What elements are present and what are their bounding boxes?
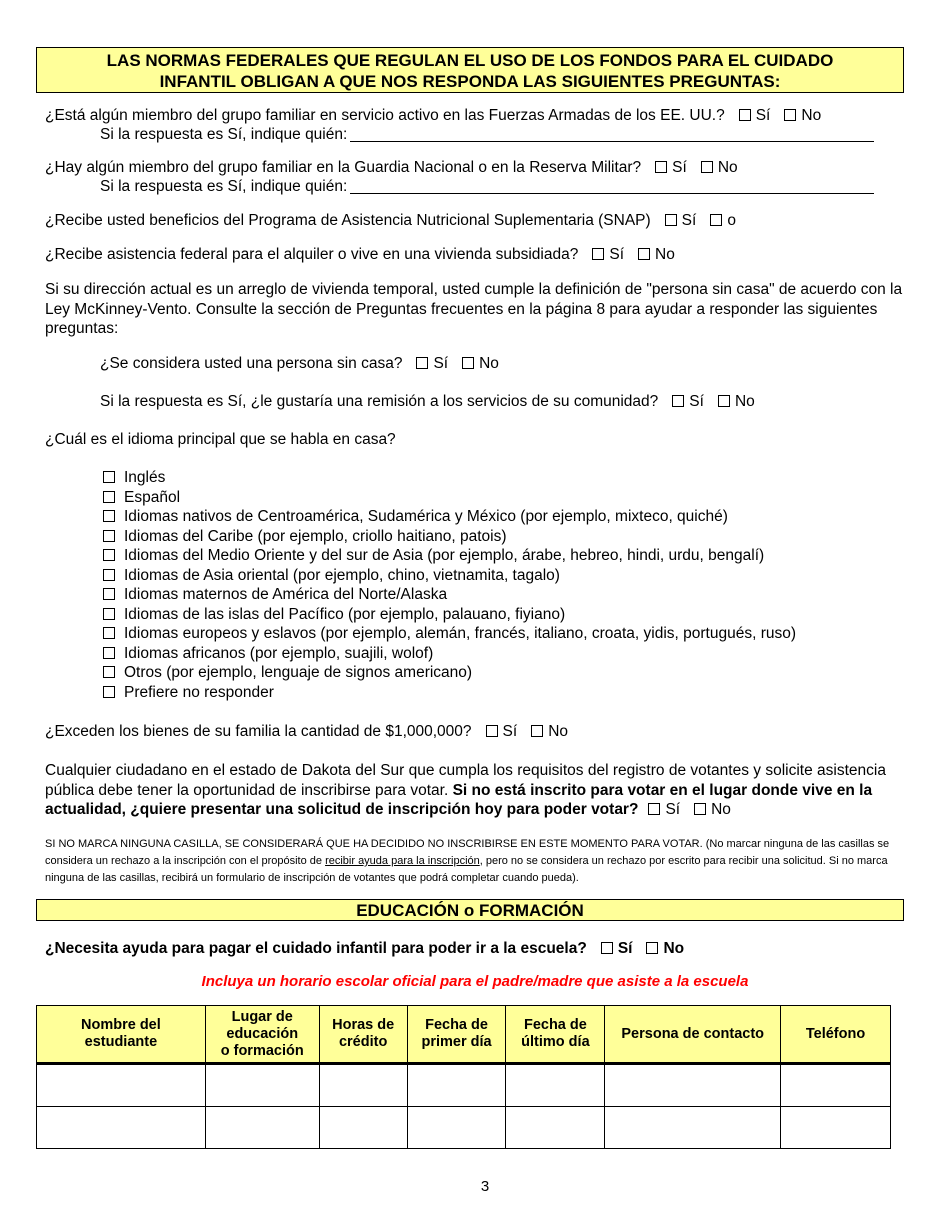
language-option — [103, 664, 472, 682]
col-last-day — [506, 1006, 605, 1064]
language-label: Otros (por ejemplo, lenguaje de signos americano) — [124, 664, 473, 681]
federal-rules-banner — [36, 47, 904, 93]
language-label: Idiomas africanos (por ejemplo, suajili, wolof) — [124, 644, 434, 662]
referral-yes-checkbox[interactable] — [672, 395, 684, 407]
schedule-note: Incluya un horario escolar oficial para el padre/madre que asiste a la escuela — [201, 973, 749, 990]
snap-no-checkbox[interactable] — [710, 214, 722, 226]
housing-yes-checkbox[interactable] — [592, 248, 604, 260]
header-line: estudiante — [84, 1034, 158, 1050]
table-cell[interactable] — [37, 1107, 206, 1149]
military-no-checkbox[interactable] — [784, 109, 796, 121]
question-language: ¿Cuál es el idioma principal que se habla en casa? — [45, 431, 396, 448]
homeless-intro: Si su dirección actual es un arreglo de vivienda temporal, usted cumple la definición de "persona sin casa" de acuerdo con la Ley McKinney-Vento. Consulte la sección de Preguntas frecuentes en la página 8 para ayudar a responder las siguientes preguntas: — [45, 281, 903, 337]
question-military — [45, 107, 821, 125]
guard-follow-up — [100, 178, 874, 196]
question-homeless — [100, 355, 499, 373]
military-follow-up — [100, 126, 874, 144]
language-checkbox[interactable] — [103, 627, 115, 639]
guard-yes-checkbox[interactable] — [655, 161, 667, 173]
header-line: último día — [521, 1034, 590, 1050]
table-cell[interactable] — [407, 1107, 506, 1149]
no-label: No — [655, 246, 675, 263]
question-housing-text: ¿Recibe asistencia federal para el alquiler o vive en una vivienda subsidiada? — [45, 246, 579, 263]
no-label: No — [717, 159, 738, 176]
language-option — [103, 606, 565, 624]
language-checkbox[interactable] — [103, 510, 115, 522]
header-line: Persona de contacto — [621, 1025, 765, 1042]
language-checkbox[interactable] — [103, 608, 115, 620]
language-checkbox[interactable] — [103, 569, 115, 581]
guard-no-checkbox[interactable] — [701, 161, 713, 173]
housing-no-checkbox[interactable] — [638, 248, 650, 260]
header-line: Fecha de — [425, 1017, 488, 1033]
language-label: Idiomas maternos de América del Norte/Alaska — [124, 586, 448, 603]
assets-yes-checkbox[interactable] — [486, 725, 498, 737]
language-label: Idiomas de las islas del Pacífico (por ejemplo, palauano, fiyiano) — [124, 605, 566, 623]
voter-no-checkbox[interactable] — [694, 803, 706, 815]
yes-label: Sí — [689, 393, 704, 410]
col-first-day — [407, 1006, 506, 1064]
voter-note-text-end: , pero no se considera un rechazo por escrito para recibir una solicitud. Si no marca ninguna de las casillas, recibirá un formulario de inscripción de votantes que podrá completar cuando pueda). — [45, 855, 888, 884]
no-label: No — [548, 723, 569, 740]
language-option — [103, 547, 764, 565]
header-line: o formación — [220, 1042, 304, 1059]
school-no-checkbox[interactable] — [646, 942, 658, 954]
question-military-text: ¿Está algún miembro del grupo familiar en servicio activo en las Fuerzas Armadas de los EE. UU.? — [45, 107, 725, 124]
page-number: 3 — [480, 1178, 490, 1195]
language-option — [103, 625, 796, 643]
voter-paragraph — [45, 761, 910, 820]
language-checkbox[interactable] — [103, 471, 115, 483]
military-yes-checkbox[interactable] — [739, 109, 751, 121]
language-option — [103, 684, 274, 702]
follow-up-label: Si la respuesta es Sí, indique quién: — [100, 178, 348, 195]
language-label: Idiomas del Caribe (por ejemplo, criollo haitiano, patois) — [124, 527, 507, 545]
col-credit-hours — [319, 1006, 407, 1064]
question-referral — [100, 393, 755, 411]
question-guard-text: ¿Hay algún miembro del grupo familiar en la Guardia Nacional o en la Reserva Militar? — [45, 159, 642, 176]
question-snap — [45, 212, 736, 230]
language-option — [103, 645, 433, 663]
voter-note-underlined: recibir ayuda para la inscripción — [325, 855, 480, 867]
question-assets — [45, 723, 568, 741]
yes-label: Sí — [433, 355, 449, 372]
language-checkbox[interactable] — [103, 491, 115, 503]
table-cell[interactable] — [605, 1107, 781, 1149]
question-assets-text: ¿Exceden los bienes de su familia la cantidad de $1,000,000? — [45, 723, 472, 740]
table-cell[interactable] — [605, 1064, 781, 1107]
table-cell[interactable] — [781, 1064, 891, 1107]
voter-yes-checkbox[interactable] — [648, 803, 660, 815]
language-checkbox[interactable] — [103, 686, 115, 698]
no-label: No — [801, 107, 822, 124]
col-student-name — [37, 1006, 206, 1064]
language-checkbox[interactable] — [103, 549, 115, 561]
voter-note — [45, 836, 907, 887]
table-cell[interactable] — [205, 1107, 319, 1149]
yes-label: Sí — [755, 107, 771, 124]
no-label: No — [479, 355, 499, 372]
table-cell[interactable] — [506, 1107, 605, 1149]
referral-no-checkbox[interactable] — [718, 395, 730, 407]
language-label: Idiomas del Medio Oriente y del sur de Asia (por ejemplo, árabe, hebreo, hindi, urdu, bengalí) — [124, 547, 765, 564]
no-label: No — [711, 801, 731, 818]
language-checkbox[interactable] — [103, 588, 115, 600]
question-snap-text: ¿Recibe usted beneficios del Programa de Asistencia Nutricional Suplementaria (SNAP) — [45, 212, 651, 229]
language-checkbox[interactable] — [103, 530, 115, 542]
no-label: No — [663, 940, 685, 957]
language-label: Idiomas europeos y eslavos (por ejemplo, alemán, francés, italiano, croata, yidis, portugués, ruso) — [124, 625, 797, 642]
header-line: Fecha de — [523, 1017, 587, 1033]
banner-line-1: LAS NORMAS FEDERALES QUE REGULAN EL USO DE LOS FONDOS PARA EL CUIDADO — [106, 51, 834, 70]
table-cell[interactable] — [319, 1064, 407, 1107]
header-line: Nombre del — [81, 1017, 161, 1033]
yes-label: Sí — [609, 246, 625, 263]
language-option — [103, 586, 447, 604]
guard-who-field[interactable] — [350, 179, 874, 194]
question-guard — [45, 159, 738, 177]
language-option — [103, 469, 165, 487]
snap-yes-checkbox[interactable] — [665, 214, 677, 226]
question-housing — [45, 246, 675, 264]
question-school — [45, 940, 684, 958]
header-line: crédito — [338, 1034, 388, 1050]
col-contact-person — [605, 1006, 781, 1064]
table-cell[interactable] — [407, 1064, 506, 1107]
homeless-no-checkbox[interactable] — [462, 357, 474, 369]
table-row — [37, 1107, 891, 1149]
education-banner: EDUCACIÓN o FORMACIÓN — [36, 899, 904, 921]
question-homeless-text: ¿Se considera usted una persona sin casa? — [100, 355, 403, 372]
military-who-field[interactable] — [350, 127, 874, 142]
table-cell[interactable] — [37, 1064, 206, 1107]
table-cell[interactable] — [319, 1107, 407, 1149]
yes-label: Sí — [681, 212, 697, 229]
language-label: Inglés — [124, 469, 166, 486]
school-yes-checkbox[interactable] — [601, 942, 613, 954]
assets-no-checkbox[interactable] — [531, 725, 543, 737]
language-label: Idiomas nativos de Centroamérica, Sudamérica y México (por ejemplo, mixteco, quiché) — [124, 508, 728, 525]
language-option — [103, 489, 180, 507]
language-checkbox[interactable] — [103, 647, 115, 659]
table-cell[interactable] — [506, 1064, 605, 1107]
no-label: No — [734, 393, 755, 410]
col-phone — [781, 1006, 891, 1064]
header-line: primer día — [421, 1034, 492, 1050]
yes-label: Sí — [617, 940, 633, 957]
table-header-row — [37, 1006, 891, 1064]
voter-question: Si no está inscrito para votar en el lugar donde vive en la actualidad, ¿quiere presentar una solicitud de inscripción hoy para poder votar? — [45, 781, 873, 818]
voter-note-text: SI NO MARCA NINGUNA CASILLA, SE CONSIDERARÁ QUE HA DECIDIDO NO INSCRIBIRSE EN ESTE MOMENTO PARA VOTAR. (No marcar ninguna de las casillas se considera un rechazo a la inscripción con el propósito de — [45, 838, 890, 867]
follow-up-label: Si la respuesta es Sí, indique quién: — [100, 126, 348, 143]
col-school-place — [205, 1006, 319, 1064]
banner-line-2: INFANTIL OBLIGAN A QUE NOS RESPONDA LAS SIGUIENTES PREGUNTAS: — [159, 72, 781, 91]
question-school-text: ¿Necesita ayuda para pagar el cuidado infantil para poder ir a la escuela? — [45, 940, 587, 957]
header-line: Lugar de — [231, 1008, 293, 1025]
language-checkbox[interactable] — [103, 666, 115, 678]
table-cell[interactable] — [205, 1064, 319, 1107]
table-cell[interactable] — [781, 1107, 891, 1149]
language-label: Idiomas de Asia oriental (por ejemplo, chino, vietnamita, tagalo) — [124, 566, 560, 584]
yes-label: Sí — [672, 159, 687, 176]
language-option — [103, 508, 728, 526]
header-line: educación — [226, 1025, 299, 1042]
language-option — [103, 567, 560, 585]
header-line: Teléfono — [805, 1025, 866, 1042]
language-label: Prefiere no responder — [124, 683, 274, 701]
yes-label: Sí — [665, 801, 681, 818]
school-schedule-table — [36, 1005, 891, 1149]
language-option — [103, 528, 507, 546]
header-line: Horas de — [332, 1017, 395, 1033]
yes-label: Sí — [502, 723, 518, 740]
voter-intro: Cualquier ciudadano en el estado de Dakota del Sur que cumpla los requisitos del registro de votantes y solicite asistencia pública debe tener la oportunidad de inscribirse para votar. — [45, 762, 886, 799]
table-row — [37, 1064, 891, 1107]
language-label: Español — [124, 488, 181, 506]
homeless-yes-checkbox[interactable] — [416, 357, 428, 369]
question-referral-text: Si la respuesta es Sí, ¿le gustaría una remisión a los servicios de su comunidad? — [100, 393, 659, 410]
no-label: o — [727, 212, 736, 229]
